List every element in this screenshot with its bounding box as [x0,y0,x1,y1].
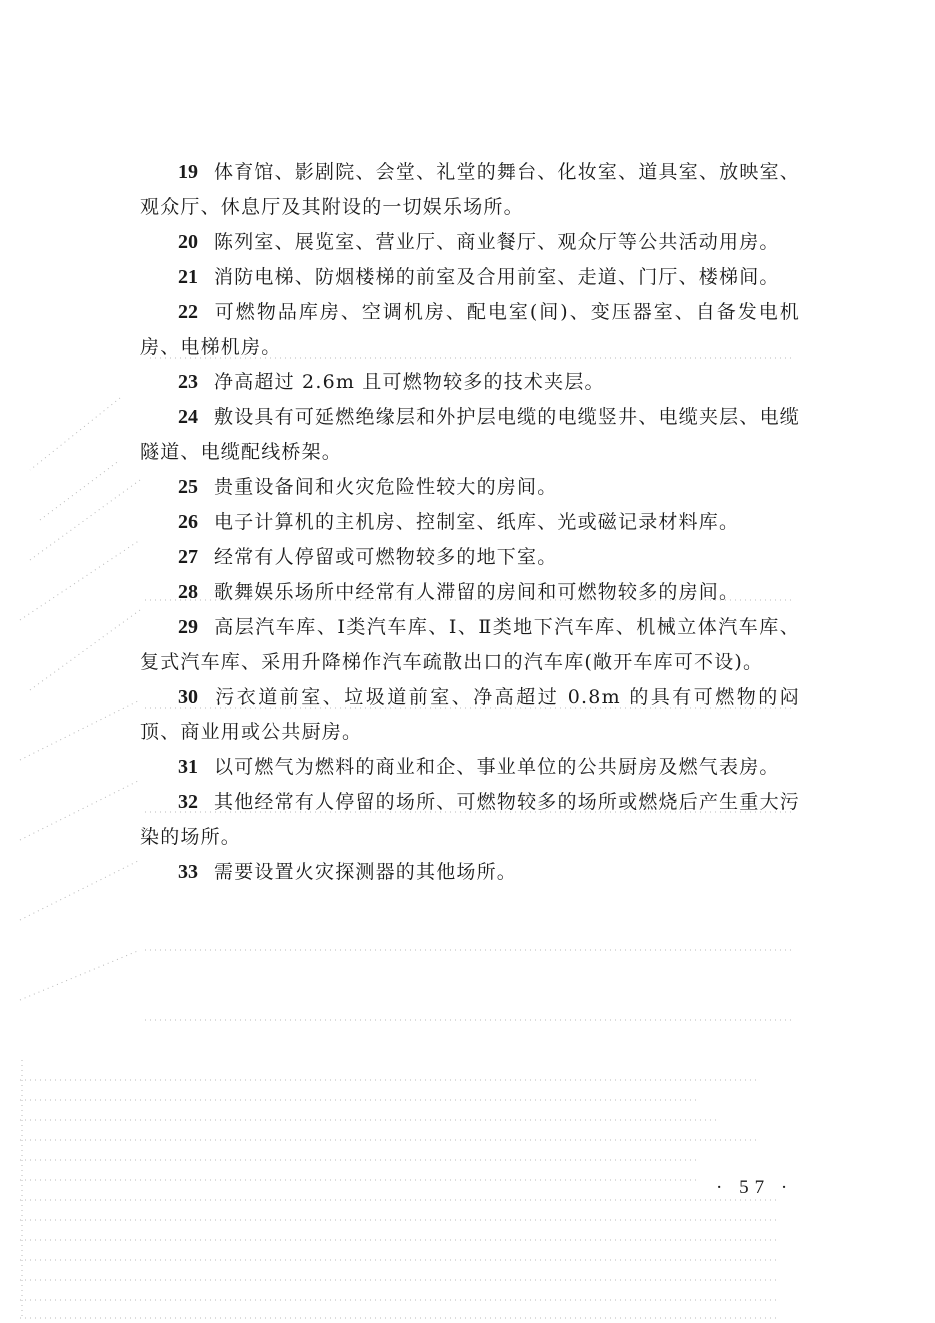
list-item [140,610,800,680]
item-text: 以可燃气为燃料的商业和企、事业单位的公共厨房及燃气表房。 [214,756,780,778]
item-number: 21 [178,266,198,288]
item-text: 消防电梯、防烟楼梯的前室及合用前室、走道、门厅、楼梯间。 [214,266,780,288]
item-text: 歌舞娱乐场所中经常有人滞留的房间和可燃物较多的房间。 [214,581,740,603]
item-number: 20 [178,231,198,253]
item-text: 陈列室、展览室、营业厅、商业餐厅、观众厅等公共活动用房。 [214,231,780,253]
list-item [140,505,800,540]
list-item [140,785,800,855]
list-content [140,155,800,890]
item-text: 体育馆、影剧院、会堂、礼堂的舞台、化妆室、道具室、放映室、观众厅、休息厅及其附设的一切娱乐场所。 [140,161,800,218]
item-text: 电子计算机的主机房、控制室、纸库、光或磁记录材料库。 [214,511,740,533]
item-number: 26 [178,511,198,533]
list-item [140,225,800,260]
list-item [140,540,800,575]
item-number: 31 [178,756,198,778]
item-text: 需要设置火灾探测器的其他场所。 [214,861,518,883]
item-text: 污衣道前室、垃圾道前室、净高超过 0.8m 的具有可燃物的闷顶、商业用或公共厨房。 [140,686,800,743]
item-number: 27 [178,546,198,568]
item-number: 24 [178,406,198,428]
item-text: 可燃物品库房、空调机房、配电室(间)、变压器室、自备发电机房、电梯机房。 [140,301,800,358]
list-item [140,155,800,225]
item-number: 25 [178,476,198,498]
item-number: 32 [178,791,198,813]
item-text: 经常有人停留或可燃物较多的地下室。 [214,546,558,568]
list-item [140,750,800,785]
list-item [140,575,800,610]
item-text: 敷设具有可延燃绝缘层和外护层电缆的电缆竖井、电缆夹层、电缆隧道、电缆配线桥架。 [140,406,800,463]
list-item [140,680,800,750]
item-number: 29 [178,616,198,638]
item-text: 高层汽车库、Ⅰ类汽车库、Ⅰ、Ⅱ类地下汽车库、机械立体汽车库、复式汽车库、采用升降梯作汽车疏散出口的汽车库(敞开车库可不设)。 [140,616,800,673]
list-item [140,365,800,400]
page-number: · 57 · [716,1177,794,1198]
item-number: 28 [178,581,198,603]
item-text: 其他经常有人停留的场所、可燃物较多的场所或燃烧后产生重大污染的场所。 [140,791,800,848]
item-number: 23 [178,371,198,393]
item-number: 22 [178,301,198,323]
list-item [140,295,800,365]
item-text: 贵重设备间和火灾危险性较大的房间。 [214,476,558,498]
list-item [140,855,800,890]
item-text: 净高超过 2.6m 且可燃物较多的技术夹层。 [214,371,605,393]
list-item [140,470,800,505]
list-item [140,260,800,295]
item-number: 30 [178,686,198,708]
item-number: 33 [178,861,198,883]
list-item [140,400,800,470]
item-number: 19 [178,161,198,183]
